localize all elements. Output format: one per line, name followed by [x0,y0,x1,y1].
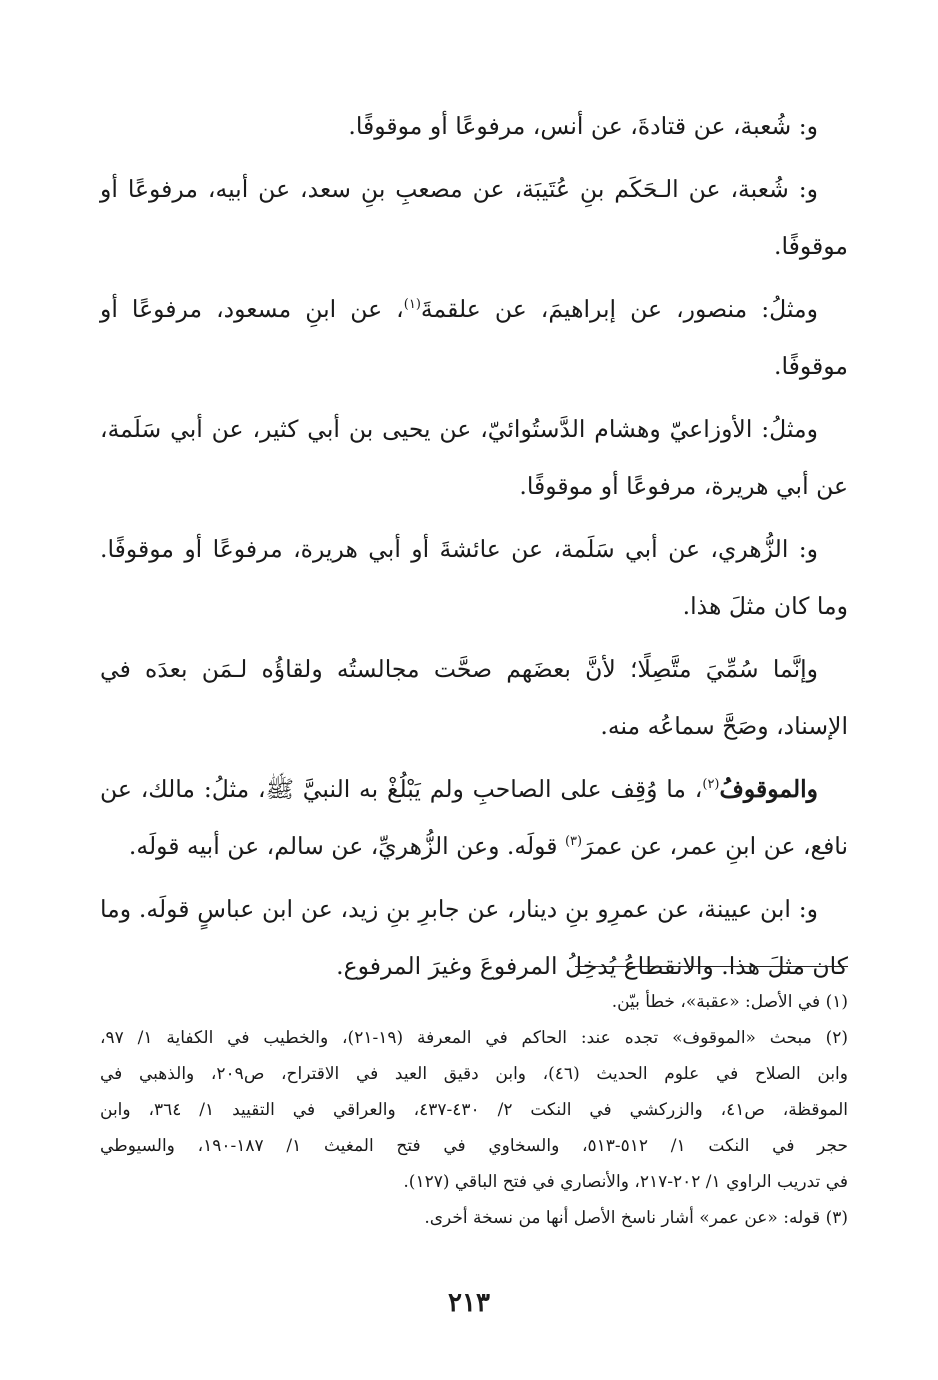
footnote-2-line-3: الموقظة، ص٤١، والزركشي في النكت ٢/ ٤٣٠-٤٣٧، والعراقي في التقييد ١/ ٣٦٤، وابن [100,1100,848,1120]
paragraph-4: ومثلُ: الأوزاعيّ وهشام الدَّستُوائيّ، عن يحيى بن أبي كثير، عن أبي سَلَمة، عن أبي هريرة، مرفوعًا أو موقوفًا. [100,415,848,500]
footnote-1: (١) في الأصل: «عقبة»، خطأ بيّن. [611,992,848,1012]
paragraph-3-text-a: ومثلُ: منصور، عن إبراهيمَ، عن علقمةَ [420,295,818,323]
paragraph-7-text-b: قولَه. وعن الزُّهريِّ، عن سالم، عن أبيه قولَه. [128,832,565,860]
footnote-2-line-5: في تدريب الراوي ١/ ٢٠٢-٢١٧، والأنصاري في فتح الباقي (١٢٧). [403,1172,848,1192]
paragraph-7 [100,761,848,875]
footnote-marker-3[interactable]: (٣) [564,834,583,850]
paragraph-5: و: الزُّهري، عن أبي سَلَمة، عن عائشةَ أو أبي هريرة، مرفوعًا أو موقوفًا. وما كان مثلَ هذا. [100,535,848,620]
page-number: ٢١٣ [448,1288,490,1318]
footnote-separator [575,966,848,967]
paragraph-3 [100,281,848,395]
footnote-2 [100,1020,848,1200]
footnote-marker-2[interactable]: (٢) [702,777,720,793]
main-text [100,98,848,1001]
footnote-2-line-2: وابن الصلاح في علوم الحديث (٤٦)، وابن دقيق العيد في الاقتراح، ص٢٠٩، والذهبي في [100,1064,848,1084]
footnote-2-line-4: حجر في النكت ١/ ٥١٢-٥١٣، والسخاوي في فتح المغيث ١/ ١٨٧-١٩٠، والسيوطي [100,1136,849,1156]
footnotes [100,984,848,1236]
paragraph-3-text-b: ، عن ابنِ مسعود، مرفوعًا أو موقوفًا. [100,295,848,380]
paragraph-2: و: شُعبة، عن الـحَكَم بنِ عُتَيبَة، عن مصعبِ بنِ سعد، عن أبيه، مرفوعًا أو موقوفًا. [100,175,848,260]
mawquf-heading: والموقوفُ [719,775,818,803]
footnote-marker-1[interactable]: (١) [403,297,421,313]
footnote-2-line-1: (٢) مبحث «الموقوف» تجده عند: الحاكم في المعرفة (١٩-٢١)، والخطيب في الكفاية ١/ ٩٧، [100,1028,848,1048]
paragraph-6: وإنَّما سُمِّيَ متَّصِلًا؛ لأنَّ بعضَهم صحَّت مجالستُه ولقاؤُه لـمَن بعدَه في الإسناد، وصَحَّ سماعُه منه. [100,655,848,740]
footnote-3: (٣) قوله: «عن عمر» أشار ناسخ الأصل أنها من نسخة أخرى. [424,1208,848,1228]
paragraph-7-text-a: ، ما وُقِف على الصاحبِ ولم يَبْلُغْ به النبيَّ ﷺ، مثلُ: مالك، عن نافع، عن ابنِ عمر، عن عمرَ [100,775,848,860]
paragraph-1: و: شُعبة، عن قتادةَ، عن أنس، مرفوعًا أو موقوفًا. [348,112,818,140]
paragraph-8: و: ابن عيينة، عن عمرِو بنِ دينار، عن جابرِ بنِ زيد، عن ابن عباسٍ قولَه. وما كان مثلَ هذا. والانقطاعُ يُدخِلُ المرفوعَ وغيرَ المرفوع. [100,895,848,980]
